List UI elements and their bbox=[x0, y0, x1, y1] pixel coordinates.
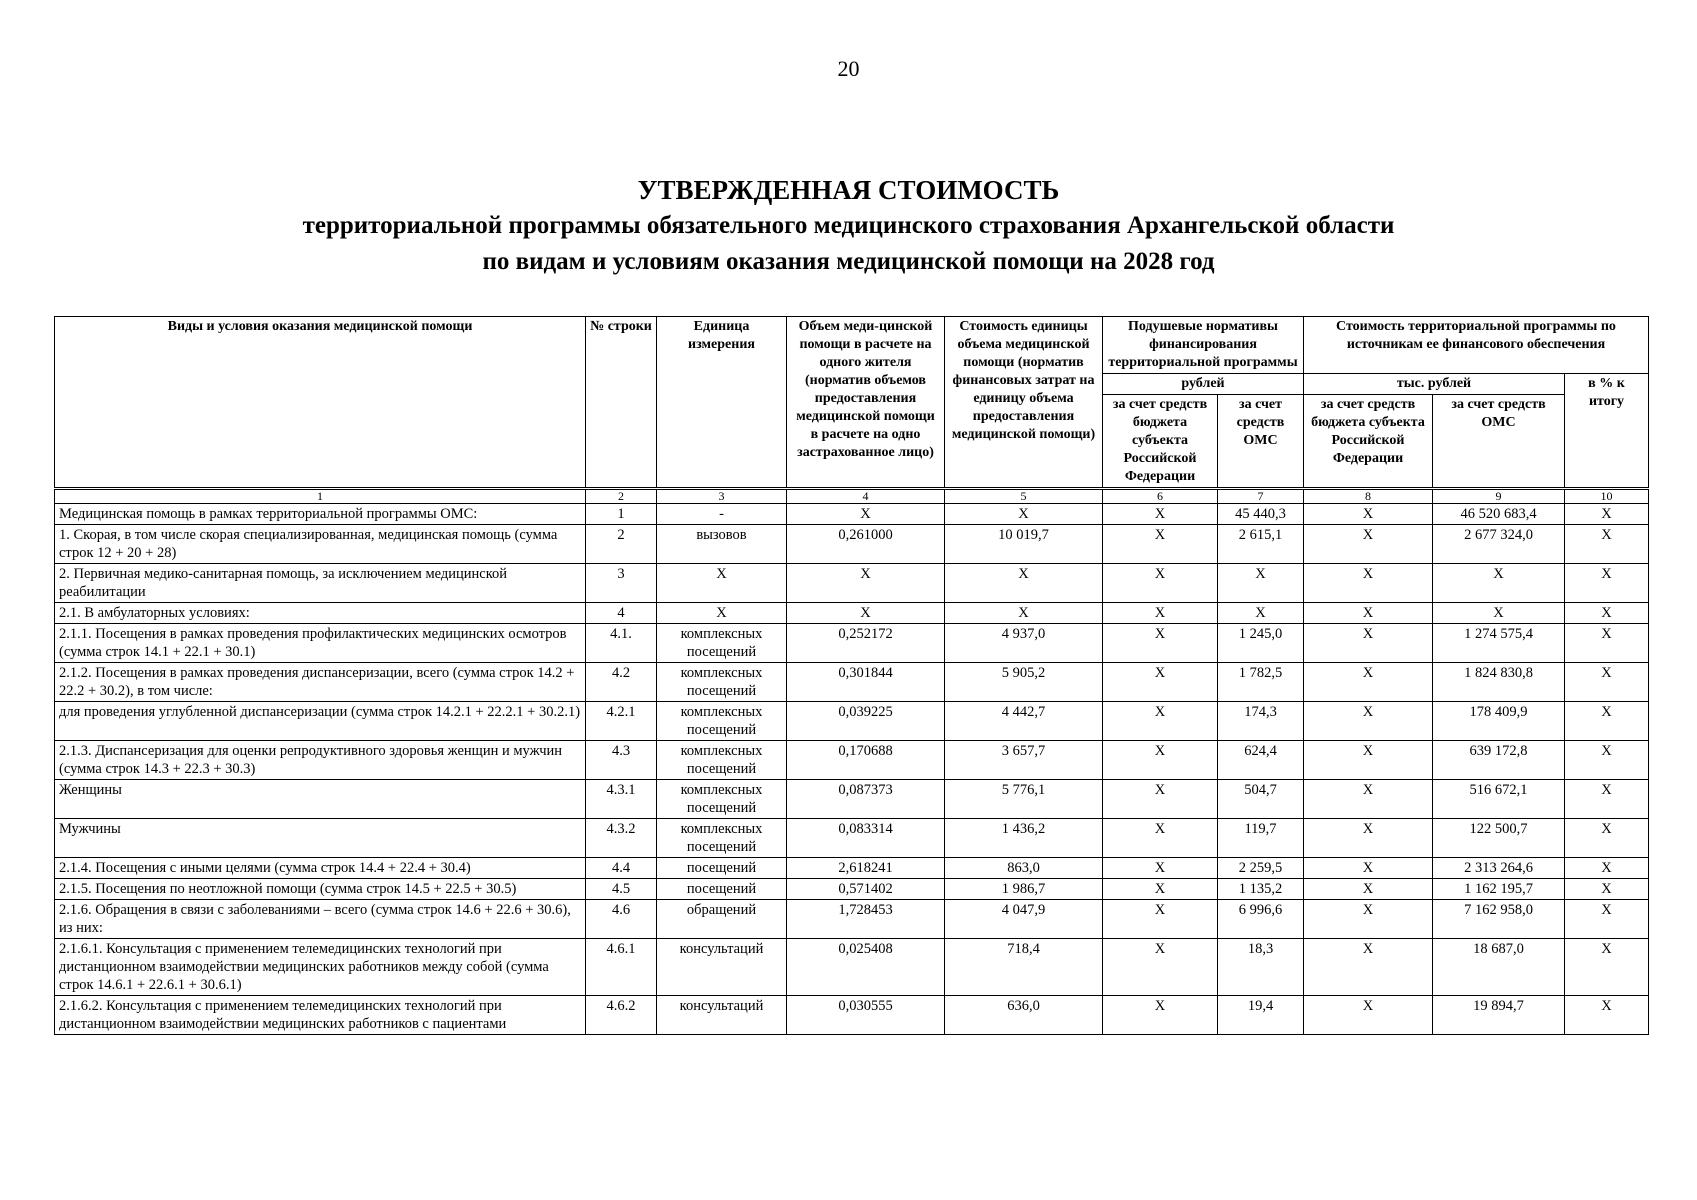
row-budget-per-capita: Х bbox=[1103, 819, 1218, 858]
table-row bbox=[55, 780, 1649, 819]
row-budget-total: Х bbox=[1304, 663, 1433, 702]
row-budget-total: Х bbox=[1304, 603, 1433, 624]
row-budget-total: Х bbox=[1304, 900, 1433, 939]
row-budget-total: Х bbox=[1304, 564, 1433, 603]
row-unit: консультаций bbox=[657, 996, 787, 1035]
row-volume: 0,170688 bbox=[787, 741, 945, 780]
column-number: 2 bbox=[586, 489, 657, 504]
column-number: 6 bbox=[1103, 489, 1218, 504]
row-oms-total: 178 409,9 bbox=[1433, 702, 1565, 741]
row-name: 1. Скорая, в том числе скорая специализированная, медицинская помощь (сумма строк 12 + 20 + 28) bbox=[55, 525, 586, 564]
row-oms-total: 46 520 683,4 bbox=[1433, 504, 1565, 525]
row-unit: вызовов bbox=[657, 525, 787, 564]
table-row bbox=[55, 504, 1649, 525]
row-budget-total: Х bbox=[1304, 879, 1433, 900]
row-unit-cost: 3 657,7 bbox=[945, 741, 1103, 780]
row-number: 4.3.2 bbox=[586, 819, 657, 858]
row-unit-cost: 4 442,7 bbox=[945, 702, 1103, 741]
column-number: 3 bbox=[657, 489, 787, 504]
table-row bbox=[55, 741, 1649, 780]
row-budget-per-capita: Х bbox=[1103, 879, 1218, 900]
row-budget-total: Х bbox=[1304, 939, 1433, 996]
row-volume: Х bbox=[787, 504, 945, 525]
row-unit: консультаций bbox=[657, 939, 787, 996]
row-volume: 0,252172 bbox=[787, 624, 945, 663]
row-oms-per-capita: Х bbox=[1218, 603, 1304, 624]
row-volume: 0,087373 bbox=[787, 780, 945, 819]
row-unit: посещений bbox=[657, 858, 787, 879]
row-unit: - bbox=[657, 504, 787, 525]
row-percent: Х bbox=[1565, 663, 1649, 702]
row-budget-per-capita: Х bbox=[1103, 603, 1218, 624]
row-oms-total: 19 894,7 bbox=[1433, 996, 1565, 1035]
row-number: 1 bbox=[586, 504, 657, 525]
table-row bbox=[55, 624, 1649, 663]
row-unit: посещений bbox=[657, 879, 787, 900]
row-volume: Х bbox=[787, 603, 945, 624]
row-budget-total: Х bbox=[1304, 819, 1433, 858]
row-percent: Х bbox=[1565, 858, 1649, 879]
row-number: 3 bbox=[586, 564, 657, 603]
row-unit-cost: 5 905,2 bbox=[945, 663, 1103, 702]
row-percent: Х bbox=[1565, 780, 1649, 819]
row-percent: Х bbox=[1565, 741, 1649, 780]
row-budget-per-capita: Х bbox=[1103, 780, 1218, 819]
row-number: 4.4 bbox=[586, 858, 657, 879]
document-title bbox=[0, 172, 1697, 280]
row-number: 4.3.1 bbox=[586, 780, 657, 819]
header-cost-group: Стоимость территориальной программы по источникам ее финансового обеспечения bbox=[1304, 317, 1649, 374]
row-number: 4.2.1 bbox=[586, 702, 657, 741]
table-row bbox=[55, 702, 1649, 741]
column-number: 5 bbox=[945, 489, 1103, 504]
row-unit: комплексных посещений bbox=[657, 624, 787, 663]
row-name: Мужчины bbox=[55, 819, 586, 858]
row-volume: 2,618241 bbox=[787, 858, 945, 879]
row-unit-cost: 4 047,9 bbox=[945, 900, 1103, 939]
header-budget-total: за счет средств бюджета субъекта Российской Федерации bbox=[1304, 395, 1433, 489]
page-number: 20 bbox=[837, 56, 860, 81]
table-row bbox=[55, 858, 1649, 879]
title-line-3: по видам и условиям оказания медицинской помощи на 2028 год bbox=[482, 248, 1215, 275]
row-oms-total: Х bbox=[1433, 564, 1565, 603]
column-number: 9 bbox=[1433, 489, 1565, 504]
row-number: 4.6.1 bbox=[586, 939, 657, 996]
row-unit: Х bbox=[657, 603, 787, 624]
header-budget-per-capita: за счет средств бюджета субъекта Российской Федерации bbox=[1103, 395, 1218, 489]
row-percent: Х bbox=[1565, 939, 1649, 996]
row-name: 2. Первичная медико-санитарная помощь, за исключением медицинской реабилитации bbox=[55, 564, 586, 603]
header-kinds: Виды и условия оказания медицинской помощи bbox=[55, 317, 586, 489]
table-header bbox=[55, 317, 1649, 489]
table-row bbox=[55, 663, 1649, 702]
row-budget-per-capita: Х bbox=[1103, 939, 1218, 996]
row-number: 4.1. bbox=[586, 624, 657, 663]
title-line-2: территориальной программы обязательного медицинского страхования Архангельской области bbox=[302, 212, 1395, 239]
column-number: 1 bbox=[55, 489, 586, 504]
row-budget-total: Х bbox=[1304, 741, 1433, 780]
row-budget-total: Х bbox=[1304, 996, 1433, 1035]
column-number: 8 bbox=[1304, 489, 1433, 504]
row-unit: комплексных посещений bbox=[657, 741, 787, 780]
table-row bbox=[55, 879, 1649, 900]
row-percent: Х bbox=[1565, 603, 1649, 624]
row-volume: 0,571402 bbox=[787, 879, 945, 900]
row-name: 2.1.6. Обращения в связи с заболеваниями – всего (сумма строк 14.6 + 22.6 + 30.6), из них: bbox=[55, 900, 586, 939]
row-unit-cost: 863,0 bbox=[945, 858, 1103, 879]
row-budget-per-capita: Х bbox=[1103, 564, 1218, 603]
row-unit: комплексных посещений bbox=[657, 663, 787, 702]
header-oms-per-capita: за счет средств ОМС bbox=[1218, 395, 1304, 489]
row-budget-total: Х bbox=[1304, 525, 1433, 564]
column-number: 7 bbox=[1218, 489, 1304, 504]
row-number: 2 bbox=[586, 525, 657, 564]
table-body bbox=[55, 489, 1649, 1035]
row-name: 2.1.6.1. Консультация с применением телемедицинских технологий при дистанционном взаимодействии медицинских работников между собой (сумма строк 14.6.1 + 22.6.1 + 30.6.1) bbox=[55, 939, 586, 996]
row-unit: Х bbox=[657, 564, 787, 603]
row-name: 2.1.2. Посещения в рамках проведения диспансеризации, всего (сумма строк 14.2 + 22.2 + 30.2), в том числе: bbox=[55, 663, 586, 702]
row-oms-per-capita: 2 259,5 bbox=[1218, 858, 1304, 879]
title-line-1: УТВЕРЖДЕННАЯ СТОИМОСТЬ bbox=[637, 175, 1060, 205]
row-unit: комплексных посещений bbox=[657, 780, 787, 819]
row-number: 4.3 bbox=[586, 741, 657, 780]
row-name: 2.1.6.2. Консультация с применением телемедицинских технологий при дистанционном взаимодействии медицинских работников с пациентами bbox=[55, 996, 586, 1035]
row-budget-per-capita: Х bbox=[1103, 996, 1218, 1035]
row-number: 4.2 bbox=[586, 663, 657, 702]
row-budget-per-capita: Х bbox=[1103, 663, 1218, 702]
table-row bbox=[55, 900, 1649, 939]
row-number: 4.6.2 bbox=[586, 996, 657, 1035]
row-percent: Х bbox=[1565, 564, 1649, 603]
header-oms-total: за счет средств ОМС bbox=[1433, 395, 1565, 489]
row-name: Женщины bbox=[55, 780, 586, 819]
row-name: 2.1.3. Диспансеризация для оценки репродуктивного здоровья женщин и мужчин (сумма строк 14.3 + 22.3 + 30.3) bbox=[55, 741, 586, 780]
row-percent: Х bbox=[1565, 819, 1649, 858]
row-unit-cost: 636,0 bbox=[945, 996, 1103, 1035]
column-number-row bbox=[55, 489, 1649, 504]
column-number: 10 bbox=[1565, 489, 1649, 504]
row-unit: комплексных посещений bbox=[657, 819, 787, 858]
row-percent: Х bbox=[1565, 900, 1649, 939]
row-volume: Х bbox=[787, 564, 945, 603]
row-volume: 0,030555 bbox=[787, 996, 945, 1035]
row-name: 2.1.5. Посещения по неотложной помощи (сумма строк 14.5 + 22.5 + 30.5) bbox=[55, 879, 586, 900]
header-percent: в % к итогу bbox=[1565, 374, 1649, 489]
row-volume: 1,728453 bbox=[787, 900, 945, 939]
row-budget-per-capita: Х bbox=[1103, 900, 1218, 939]
row-unit-cost: 10 019,7 bbox=[945, 525, 1103, 564]
row-unit-cost: 4 937,0 bbox=[945, 624, 1103, 663]
row-budget-per-capita: Х bbox=[1103, 624, 1218, 663]
row-number: 4.6 bbox=[586, 900, 657, 939]
row-oms-per-capita: 624,4 bbox=[1218, 741, 1304, 780]
row-budget-total: Х bbox=[1304, 780, 1433, 819]
header-volume: Объем меди-цинской помощи в расчете на одного жителя (норматив объемов предоставления медицинской помощи в расчете на одно застрахованное лицо) bbox=[787, 317, 945, 489]
row-budget-per-capita: Х bbox=[1103, 504, 1218, 525]
header-thousand-rubles: тыс. рублей bbox=[1304, 374, 1565, 395]
row-number: 4 bbox=[586, 603, 657, 624]
header-rubles: рублей bbox=[1103, 374, 1304, 395]
row-volume: 0,039225 bbox=[787, 702, 945, 741]
row-unit-cost: 5 776,1 bbox=[945, 780, 1103, 819]
row-budget-per-capita: Х bbox=[1103, 741, 1218, 780]
row-budget-total: Х bbox=[1304, 858, 1433, 879]
table-row bbox=[55, 939, 1649, 996]
row-oms-total: Х bbox=[1433, 603, 1565, 624]
row-percent: Х bbox=[1565, 996, 1649, 1035]
table-row bbox=[55, 525, 1649, 564]
row-oms-total: 7 162 958,0 bbox=[1433, 900, 1565, 939]
row-percent: Х bbox=[1565, 879, 1649, 900]
row-volume: 0,301844 bbox=[787, 663, 945, 702]
row-oms-total: 1 824 830,8 bbox=[1433, 663, 1565, 702]
row-budget-per-capita: Х bbox=[1103, 525, 1218, 564]
row-volume: 0,025408 bbox=[787, 939, 945, 996]
header-unit: Единица измерения bbox=[657, 317, 787, 489]
row-name: для проведения углубленной диспансеризации (сумма строк 14.2.1 + 22.2.1 + 30.2.1) bbox=[55, 702, 586, 741]
row-unit-cost: 1 436,2 bbox=[945, 819, 1103, 858]
row-oms-per-capita: 45 440,3 bbox=[1218, 504, 1304, 525]
header-unit-cost: Стоимость единицы объема медицинской помощи (норматив финансовых затрат на единицу объема предоставления медицинской помощи) bbox=[945, 317, 1103, 489]
row-oms-total: 516 672,1 bbox=[1433, 780, 1565, 819]
table-row bbox=[55, 564, 1649, 603]
row-oms-per-capita: 1 782,5 bbox=[1218, 663, 1304, 702]
row-budget-per-capita: Х bbox=[1103, 858, 1218, 879]
row-oms-per-capita: 18,3 bbox=[1218, 939, 1304, 996]
cost-table bbox=[54, 316, 1649, 1035]
row-oms-per-capita: 504,7 bbox=[1218, 780, 1304, 819]
row-percent: Х bbox=[1565, 702, 1649, 741]
row-oms-total: 1 162 195,7 bbox=[1433, 879, 1565, 900]
row-oms-total: 639 172,8 bbox=[1433, 741, 1565, 780]
row-unit: комплексных посещений bbox=[657, 702, 787, 741]
row-unit-cost: Х bbox=[945, 504, 1103, 525]
row-unit-cost: Х bbox=[945, 603, 1103, 624]
table-row bbox=[55, 603, 1649, 624]
row-oms-total: 18 687,0 bbox=[1433, 939, 1565, 996]
row-unit: обращений bbox=[657, 900, 787, 939]
row-name: 2.1.4. Посещения с иными целями (сумма строк 14.4 + 22.4 + 30.4) bbox=[55, 858, 586, 879]
column-number: 4 bbox=[787, 489, 945, 504]
row-name: 2.1. В амбулаторных условиях: bbox=[55, 603, 586, 624]
row-budget-total: Х bbox=[1304, 702, 1433, 741]
row-name: Медицинская помощь в рамках территориальной программы ОМС: bbox=[55, 504, 586, 525]
header-row-number: № строки bbox=[586, 317, 657, 489]
row-oms-per-capita: 174,3 bbox=[1218, 702, 1304, 741]
row-volume: 0,261000 bbox=[787, 525, 945, 564]
table-row bbox=[55, 819, 1649, 858]
row-oms-per-capita: Х bbox=[1218, 564, 1304, 603]
header-per-capita-group: Подушевые нормативы финансирования территориальной программы bbox=[1103, 317, 1304, 374]
row-oms-per-capita: 2 615,1 bbox=[1218, 525, 1304, 564]
row-name: 2.1.1. Посещения в рамках проведения профилактических медицинских осмотров (сумма строк 14.1 + 22.1 + 30.1) bbox=[55, 624, 586, 663]
row-percent: Х bbox=[1565, 504, 1649, 525]
table-row bbox=[55, 996, 1649, 1035]
row-oms-total: 1 274 575,4 bbox=[1433, 624, 1565, 663]
row-oms-total: 122 500,7 bbox=[1433, 819, 1565, 858]
row-unit-cost: 718,4 bbox=[945, 939, 1103, 996]
row-budget-total: Х bbox=[1304, 624, 1433, 663]
row-budget-per-capita: Х bbox=[1103, 702, 1218, 741]
row-oms-per-capita: 119,7 bbox=[1218, 819, 1304, 858]
row-budget-total: Х bbox=[1304, 504, 1433, 525]
row-oms-total: 2 313 264,6 bbox=[1433, 858, 1565, 879]
row-volume: 0,083314 bbox=[787, 819, 945, 858]
row-oms-per-capita: 19,4 bbox=[1218, 996, 1304, 1035]
row-number: 4.5 bbox=[586, 879, 657, 900]
row-oms-total: 2 677 324,0 bbox=[1433, 525, 1565, 564]
row-oms-per-capita: 1 245,0 bbox=[1218, 624, 1304, 663]
row-percent: Х bbox=[1565, 624, 1649, 663]
row-oms-per-capita: 6 996,6 bbox=[1218, 900, 1304, 939]
row-oms-per-capita: 1 135,2 bbox=[1218, 879, 1304, 900]
row-percent: Х bbox=[1565, 525, 1649, 564]
row-unit-cost: Х bbox=[945, 564, 1103, 603]
row-unit-cost: 1 986,7 bbox=[945, 879, 1103, 900]
